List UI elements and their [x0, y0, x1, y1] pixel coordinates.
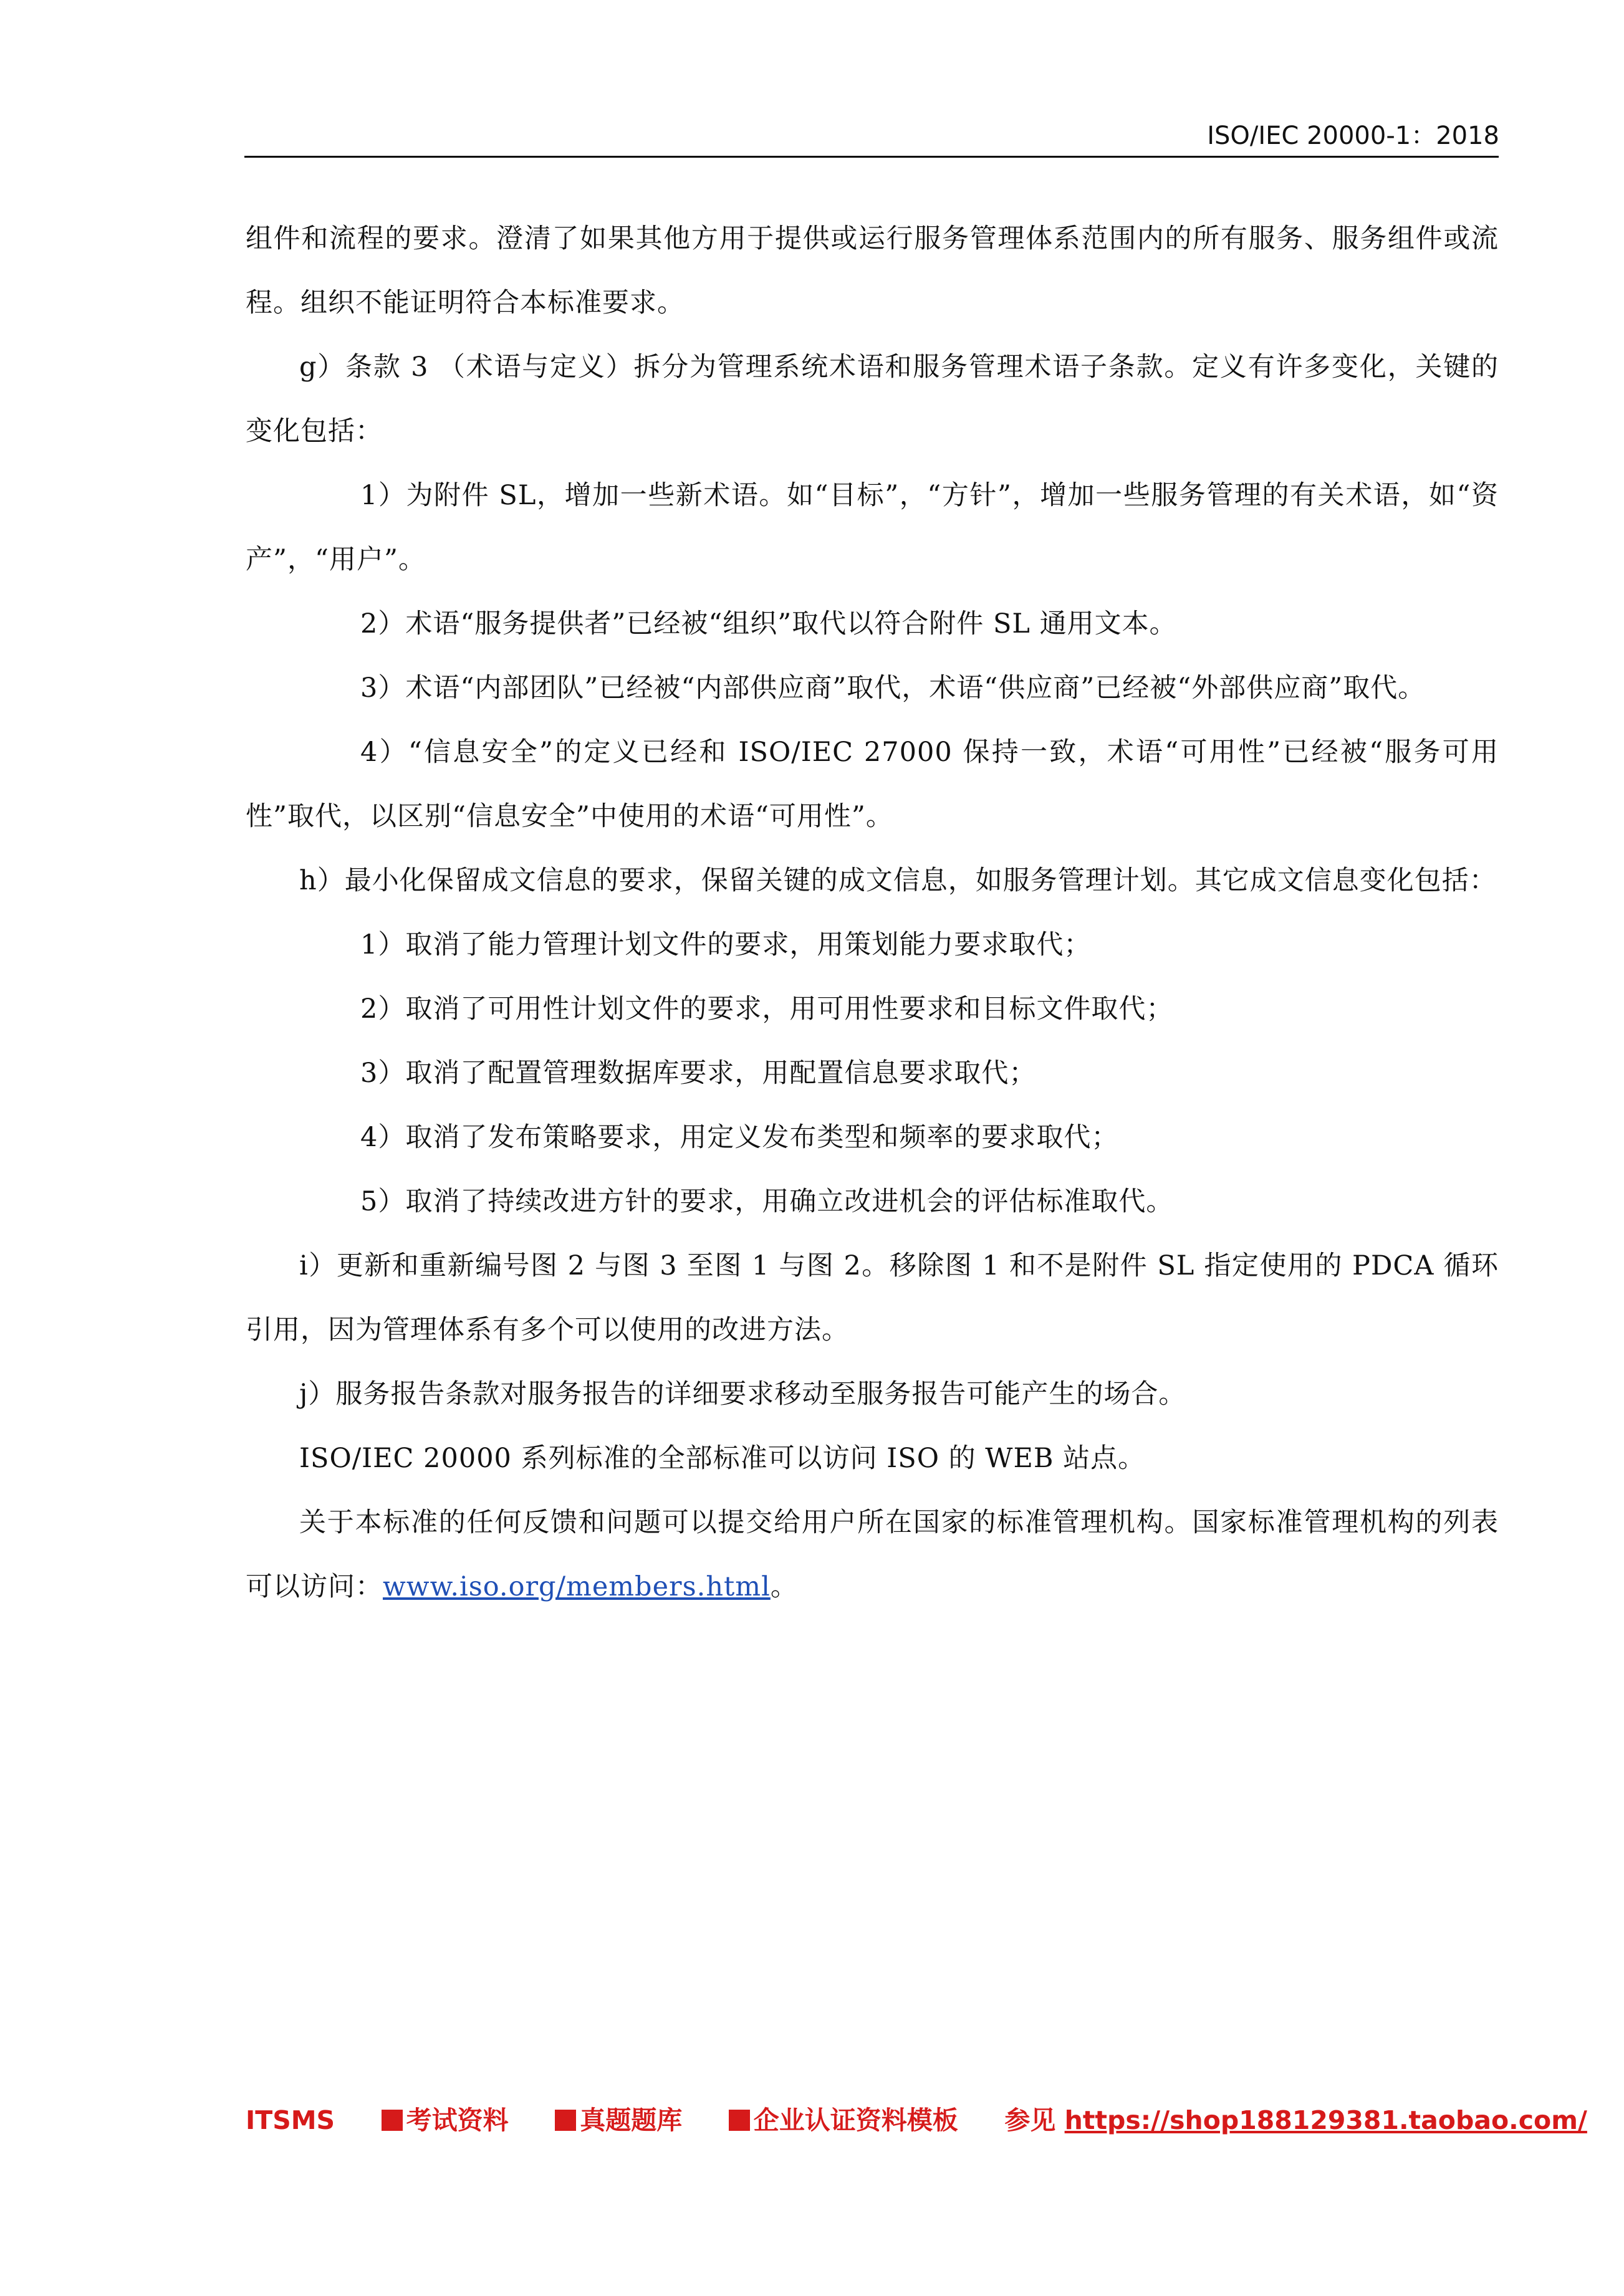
- paragraph-continued: 组件和流程的要求。澄清了如果其他方用于提供或运行服务管理体系范围内的所有服务、服务组件或流程。组织不能证明符合本标准要求。: [246, 223, 1499, 318]
- footer-item-templates: 企业认证资料模板: [753, 2105, 958, 2135]
- footer-item-exam: 考试资料: [406, 2105, 509, 2135]
- footer-item-questions: 真题题库: [580, 2105, 683, 2135]
- header-divider: [244, 156, 1499, 158]
- item-h-1: 1）取消了能力管理计划文件的要求，用策划能力要求取代；: [360, 929, 1092, 960]
- item-g-3: 3）术语“内部团队”已经被“内部供应商”取代，术语“供应商”已经被“外部供应商”取代。: [360, 672, 1426, 704]
- footer-brand: ITSMS: [246, 2105, 335, 2135]
- members-link[interactable]: www.iso.org/members.html: [383, 1571, 771, 1602]
- item-j: j）服务报告条款对服务报告的详细要求移动至服务报告可能产生的场合。: [299, 1379, 1186, 1410]
- item-g-1: 1）为附件 SL，增加一些新术语。如“目标”，“方针”，增加一些服务管理的有关术语，如“资产”，“用户”。: [246, 480, 1499, 575]
- item-i: i）更新和重新编号图 2 与图 3 至图 1 与图 2。移除图 1 和不是附件 SL 指定使用的 PDCA 循环引用，因为管理体系有多个可以使用的改进方法。: [246, 1250, 1499, 1346]
- item-h-5: 5）取消了持续改进方针的要求，用确立改进机会的评估标准取代。: [360, 1186, 1174, 1217]
- footer-banner: [246, 2103, 1587, 2138]
- feedback-end: 。: [770, 1571, 798, 1602]
- footer-shop-link[interactable]: https://shop188129381.taobao.com/: [1064, 2105, 1587, 2135]
- square-bullet-icon: [555, 2110, 576, 2131]
- item-g-4: 4）“信息安全”的定义已经和 ISO/IEC 27000 保持一致，术语“可用性”已经被“服务可用性”取代，以区别“信息安全”中使用的术语“可用性”。: [246, 737, 1499, 832]
- series-note: ISO/IEC 20000 系列标准的全部标准可以访问 ISO 的 WEB 站点。: [299, 1443, 1146, 1474]
- item-h-3: 3）取消了配置管理数据库要求，用配置信息要求取代；: [360, 1058, 1037, 1089]
- item-h: h）最小化保留成文信息的要求，保留关键的成文信息，如服务管理计划。其它成文信息变化包括：: [299, 865, 1497, 896]
- document-body: [246, 207, 1499, 1619]
- square-bullet-icon: [729, 2110, 750, 2131]
- item-h-2: 2）取消了可用性计划文件的要求，用可用性要求和目标文件取代；: [360, 993, 1174, 1025]
- footer-see-label: 参见: [1004, 2105, 1056, 2135]
- feedback-paragraph: [246, 1491, 1499, 1619]
- item-g: g）条款 3 （术语与定义）拆分为管理系统术语和服务管理术语子条款。定义有许多变化，关键的变化包括：: [246, 352, 1499, 447]
- standard-id-header: ISO/IEC 20000-1：2018: [1207, 122, 1499, 150]
- item-g-2: 2）术语“服务提供者”已经被“组织”取代以符合附件 SL 通用文本。: [360, 608, 1177, 639]
- square-bullet-icon: [382, 2110, 403, 2131]
- feedback-text: 关于本标准的任何反馈和问题可以提交给用户所在国家的标准管理机构。国家标准管理机构的列表可以访问：: [246, 1507, 1499, 1602]
- item-h-4: 4）取消了发布策略要求，用定义发布类型和频率的要求取代；: [360, 1122, 1119, 1153]
